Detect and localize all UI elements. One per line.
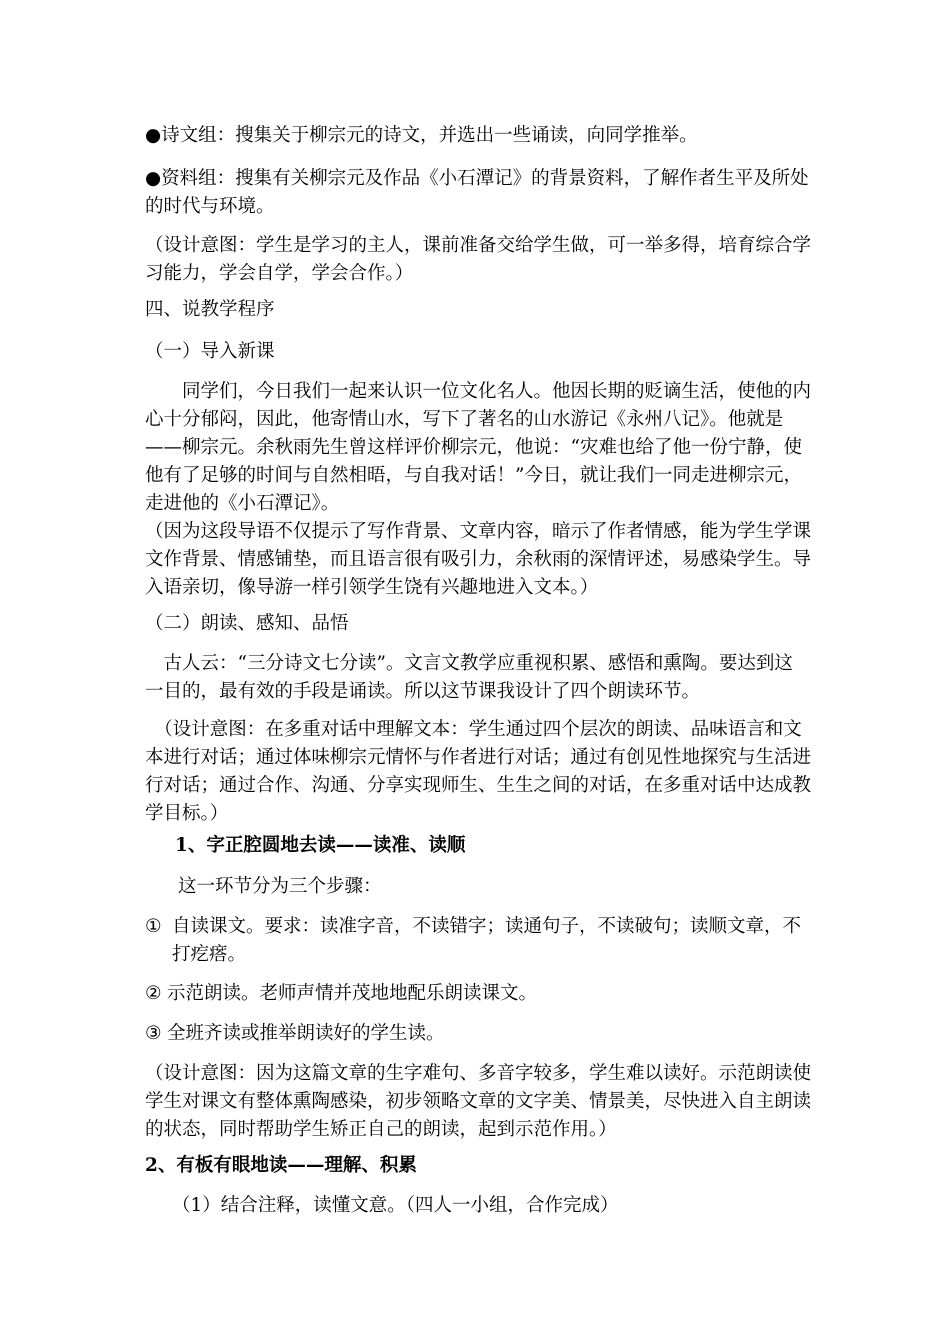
- step-number-3: ③: [145, 1023, 162, 1044]
- step-text-3: 全班齐读或推举朗读好的学生读。: [167, 1023, 445, 1044]
- step-number-1: ①: [145, 916, 162, 937]
- subheading-step-1: 1、字正腔圆地去读——读准、读顺: [175, 835, 466, 856]
- subheading-introduction: （一）导入新课: [145, 341, 275, 362]
- section-heading-teaching-procedure: 四、说教学程序: [145, 299, 275, 320]
- paragraph-poetry-group: ●诗文组：搜集关于柳宗元的诗文，并选出一些诵读，向同学推举。: [145, 125, 698, 146]
- paragraph-introduction-note: （因为这段导语不仅提示了写作背景、文章内容，暗示了作者情感，能为学生学课文作背景、情感铺垫，而且语言很有吸引力，余秋雨的深情评述，易感染学生。导入语亲切，像导游一样引领学生饶有兴趣地进入文本。）: [145, 521, 812, 598]
- paragraph-reading-text: 古人云：“三分诗文七分读”。文言文教学应重视积累、感悟和熏陶。要达到这一目的，最有效的手段是诵读。所以这节课我设计了四个朗读环节。: [145, 653, 793, 702]
- paragraph-three-steps: 这一环节分为三个步骤：: [178, 876, 382, 897]
- paragraph-introduction-text: 同学们，今日我们一起来认识一位文化名人。他因长期的贬谪生活，使他的内心十分郁闷，因此，他寄情山水，写下了著名的山水游记《永州八记》。他就是——柳宗元。余秋雨先生曾这样评价柳宗元，他说：“灾难也给了他一份宁静，使他有了足够的时间与自然相晤，与自我对话！”今日，就让我们一同走进柳宗元，走进他的《小石潭记》。: [145, 381, 812, 514]
- step-text-2: 示范朗读。老师声情并茂地地配乐朗读课文。: [167, 983, 538, 1004]
- paragraph-material-group: ●资料组：搜集有关柳宗元及作品《小石潭记》的背景资料，了解作者生平及所处的时代与环境。: [145, 168, 809, 217]
- subheading-step-2: 2、有板有眼地读——理解、积累: [145, 1155, 417, 1176]
- paragraph-design-intent-2: （设计意图：在多重对话中理解文本：学生通过四个层次的朗读、品味语言和文本进行对话；通过体味柳宗元情怀与作者进行对话；通过有创见性地探究与生活进行对话；通过合作、沟通、分享实现师生、生生之间的对话，在多重对话中达成教学目标。）: [145, 719, 812, 824]
- paragraph-step-2-item-1: （1）结合注释，读懂文意。（四人一小组，合作完成）: [172, 1195, 619, 1216]
- step-text-1: 自读课文。要求：读准字音，不读错字；读通句子，不读破句；读顺文章，不打疙瘩。: [172, 916, 802, 965]
- step-number-2: ②: [145, 983, 162, 1004]
- subheading-reading: （二）朗读、感知、品悟: [145, 613, 349, 634]
- paragraph-design-intent-1: （设计意图：学生是学习的主人，课前准备交给学生做，可一举多得，培育综合学习能力，学会自学，学会合作。）: [145, 235, 812, 284]
- paragraph-design-intent-3: （设计意图：因为这篇文章的生字难句、多音字较多，学生难以读好。示范朗读使学生对课文有整体熏陶感染，初步领略文章的文字美、情景美，尽快进入自主朗读的状态，同时帮助学生矫正自己的朗读，起到示范作用。）: [145, 1063, 812, 1140]
